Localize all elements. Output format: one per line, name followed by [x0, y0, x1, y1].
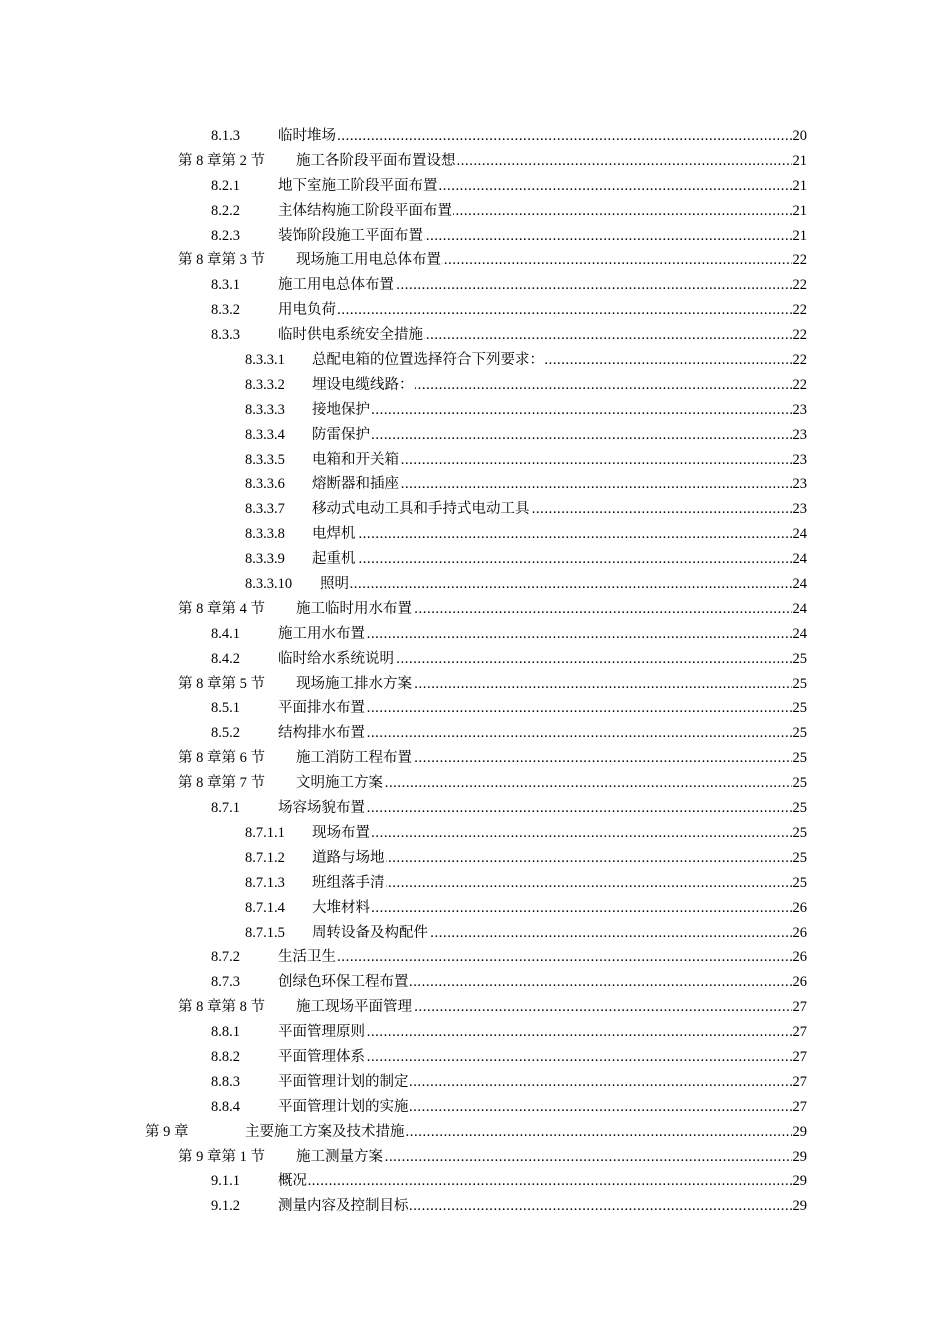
toc-entry[interactable] — [0, 921, 950, 946]
toc-entry-title: 临时供电系统安全措施 — [278, 327, 423, 344]
toc-entry-title-leader — [312, 821, 806, 846]
toc-entry-page-number: 21 — [792, 149, 808, 174]
toc-entry-number: 8.3.3.7 — [245, 501, 285, 518]
toc-entry-title: 用电负荷 — [278, 302, 336, 319]
toc-entry[interactable] — [0, 348, 950, 373]
toc-entry-page-number: 25 — [792, 821, 808, 846]
toc-entry-title: 生活卫生 — [278, 949, 336, 966]
toc-entry-title-leader — [278, 1045, 806, 1070]
toc-entry-title-leader — [312, 846, 806, 871]
toc-entry-number: 9.1.1 — [211, 1173, 240, 1190]
toc-entry-title-leader — [312, 373, 806, 398]
toc-entry-page-number: 21 — [792, 224, 808, 249]
toc-entry[interactable] — [0, 373, 950, 398]
toc-entry[interactable] — [0, 448, 950, 473]
toc-entry-page-number: 22 — [792, 323, 808, 348]
toc-entry[interactable] — [0, 622, 950, 647]
toc-entry-title-leader — [312, 871, 806, 896]
toc-entry-title: 临时给水系统说明 — [278, 650, 394, 667]
toc-entry[interactable] — [0, 1070, 950, 1095]
toc-entry-title-leader — [278, 1194, 806, 1219]
toc-entry[interactable] — [0, 995, 950, 1020]
toc-entry-title-leader — [278, 124, 806, 149]
toc-entry-number: 8.3.3.6 — [245, 476, 285, 493]
toc-entry-page-number: 29 — [792, 1120, 808, 1145]
toc-entry-number: 第 8 章第 5 节 — [178, 675, 265, 692]
toc-entry-title-leader — [278, 273, 806, 298]
toc-entry[interactable] — [0, 871, 950, 896]
toc-entry-page-number: 25 — [792, 672, 808, 697]
toc-entry-page-number: 24 — [792, 522, 808, 547]
toc-entry-title-leader — [278, 622, 806, 647]
toc-entry-title: 防雷保护 — [312, 426, 370, 443]
toc-entry-title-leader — [278, 224, 806, 249]
toc-entry-number: 8.7.1.4 — [245, 899, 285, 916]
toc-entry-title: 道路与场地 — [312, 849, 385, 866]
toc-entry-page-number: 29 — [792, 1169, 808, 1194]
toc-entry-title: 现场施工排水方案 — [296, 675, 412, 692]
toc-entry-number: 8.3.3.9 — [245, 551, 285, 568]
toc-entry-number: 8.3.3.8 — [245, 526, 285, 543]
toc-entry-number: 8.3.3.5 — [245, 451, 285, 468]
toc-entry-page-number: 23 — [792, 423, 808, 448]
toc-entry-title-leader — [278, 1169, 806, 1194]
toc-entry-title: 大堆材料 — [312, 899, 370, 916]
toc-entry-title: 场容场貌布置 — [278, 800, 365, 817]
toc-entry-number: 8.8.4 — [211, 1098, 240, 1115]
toc-entry-title-leader — [312, 921, 806, 946]
toc-entry-number: 8.4.1 — [211, 625, 240, 642]
toc-entry-title: 概况 — [278, 1173, 307, 1190]
toc-entry-title: 施工用水布置 — [278, 625, 365, 642]
toc-entry[interactable] — [0, 896, 950, 921]
toc-entry-title-leader — [320, 572, 806, 597]
toc-entry-title: 周转设备及构配件 — [312, 924, 428, 941]
toc-entry-title: 地下室施工阶段平面布置 — [278, 177, 438, 194]
toc-entry-number: 8.7.1 — [211, 800, 240, 817]
toc-entry[interactable] — [0, 497, 950, 522]
toc-entry-number: 第 9 章 — [145, 1123, 189, 1140]
toc-entry[interactable] — [0, 149, 950, 174]
toc-entry-title: 主要施工方案及技术措施 — [245, 1123, 405, 1140]
toc-entry-number: 8.8.2 — [211, 1048, 240, 1065]
toc-entry-page-number: 21 — [792, 174, 808, 199]
toc-entry-title-leader — [278, 1095, 806, 1120]
toc-entry-number: 第 8 章第 6 节 — [178, 750, 265, 767]
toc-entry-number: 8.4.2 — [211, 650, 240, 667]
toc-entry[interactable] — [0, 796, 950, 821]
toc-entry-number: 8.2.2 — [211, 202, 240, 219]
toc-entry[interactable] — [0, 1169, 950, 1194]
toc-entry-title: 主体结构施工阶段平面布置 — [278, 202, 452, 219]
toc-entry-number: 8.3.2 — [211, 302, 240, 319]
toc-entry-title-leader — [312, 547, 806, 572]
toc-entry-page-number: 22 — [792, 373, 808, 398]
toc-entry-title: 创绿色环保工程布置 — [278, 974, 409, 991]
toc-entry-title: 平面管理体系 — [278, 1048, 365, 1065]
toc-entry[interactable] — [0, 597, 950, 622]
toc-entry-title-leader — [296, 746, 806, 771]
toc-entry[interactable] — [0, 1095, 950, 1120]
toc-entry-number: 8.7.1.3 — [245, 874, 285, 891]
toc-entry-page-number: 22 — [792, 248, 808, 273]
toc-entry-page-number: 25 — [792, 771, 808, 796]
toc-entry-number: 9.1.2 — [211, 1198, 240, 1215]
toc-entry[interactable] — [0, 696, 950, 721]
toc-entry-title-leader — [312, 472, 806, 497]
toc-entry-title-leader — [278, 970, 806, 995]
toc-entry-page-number: 24 — [792, 622, 808, 647]
toc-entry-page-number: 26 — [792, 921, 808, 946]
toc-entry[interactable] — [0, 423, 950, 448]
toc-entry-page-number: 25 — [792, 647, 808, 672]
toc-entry[interactable] — [0, 273, 950, 298]
toc-entry-number: 8.3.3 — [211, 327, 240, 344]
toc-entry-title-leader — [278, 796, 806, 821]
toc-entry-title: 现场布置 — [312, 824, 370, 841]
toc-entry-page-number: 27 — [792, 1070, 808, 1095]
toc-entry[interactable] — [0, 323, 950, 348]
toc-entry[interactable] — [0, 522, 950, 547]
toc-entry-title: 照明 — [320, 576, 349, 593]
toc-entry[interactable] — [0, 1120, 950, 1145]
toc-entry-page-number: 27 — [792, 1020, 808, 1045]
toc-entry-title-leader — [245, 1120, 806, 1145]
toc-entry-page-number: 29 — [792, 1194, 808, 1219]
toc-entry-number: 8.7.1.2 — [245, 849, 285, 866]
toc-entry-title-leader — [278, 323, 806, 348]
toc-entry-title-leader — [278, 696, 806, 721]
toc-entry-title: 接地保护 — [312, 401, 370, 418]
toc-entry-title: 测量内容及控制目标 — [278, 1198, 409, 1215]
toc-entry-number: 8.2.3 — [211, 227, 240, 244]
toc-entry-number: 8.3.3.3 — [245, 401, 285, 418]
toc-entry-title: 平面排水布置 — [278, 700, 365, 717]
toc-entry-page-number: 25 — [792, 696, 808, 721]
toc-entry-title-leader — [312, 497, 806, 522]
toc-entry-number: 8.3.1 — [211, 277, 240, 294]
toc-entry-title: 施工用电总体布置 — [278, 277, 394, 294]
toc-entry-number: 8.2.1 — [211, 177, 240, 194]
toc-entry-title: 电箱和开关箱 — [312, 451, 399, 468]
toc-entry-number: 8.5.1 — [211, 700, 240, 717]
toc-entry-page-number: 23 — [792, 448, 808, 473]
toc-entry[interactable] — [0, 1145, 950, 1170]
toc-entry-number: 8.1.3 — [211, 128, 240, 144]
toc-entry-page-number: 26 — [792, 945, 808, 970]
toc-entry-title: 电焊机 — [312, 526, 356, 543]
toc-entry-title-leader — [312, 522, 806, 547]
toc-entry-title: 临时堆场 — [278, 128, 336, 144]
toc-entry-title: 平面管理原则 — [278, 1024, 365, 1041]
toc-entry-title-leader — [278, 199, 806, 224]
toc-entry-title-leader — [278, 174, 806, 199]
toc-entry-number: 8.7.2 — [211, 949, 240, 966]
toc-entry-page-number: 29 — [792, 1145, 808, 1170]
toc-entry-number: 8.8.3 — [211, 1073, 240, 1090]
toc-entry-title: 施工消防工程布置 — [296, 750, 412, 767]
toc-entry-page-number: 27 — [792, 1045, 808, 1070]
toc-entry-page-number: 23 — [792, 398, 808, 423]
toc-entry-title-leader — [296, 1145, 806, 1170]
toc-entry-title-leader — [312, 348, 806, 373]
toc-entry-page-number: 23 — [792, 497, 808, 522]
toc-entry-title: 平面管理计划的实施 — [278, 1098, 409, 1115]
toc-entry-title: 结构排水布置 — [278, 725, 365, 742]
toc-entry[interactable] — [0, 821, 950, 846]
toc-entry-page-number: 24 — [792, 547, 808, 572]
toc-entry-title-leader — [312, 896, 806, 921]
toc-entry-title-leader — [278, 945, 806, 970]
toc-entry-page-number: 22 — [792, 273, 808, 298]
toc-entry-title: 总配电箱的位置选择符合下列要求： — [312, 352, 544, 369]
toc-entry-title: 移动式电动工具和手持式电动工具 — [312, 501, 530, 518]
toc-entry-title: 班组落手清 — [312, 874, 385, 891]
toc-entry-title: 装饰阶段施工平面布置 — [278, 227, 423, 244]
toc-entry[interactable] — [0, 1045, 950, 1070]
toc-entry[interactable] — [0, 572, 950, 597]
toc-entry-title: 埋设电缆线路： — [312, 376, 414, 393]
toc-entry-number: 第 8 章第 2 节 — [178, 152, 265, 169]
toc-entry-page-number: 27 — [792, 995, 808, 1020]
toc-entry-number: 第 8 章第 4 节 — [178, 600, 265, 617]
toc-entry-title-leader — [278, 1070, 806, 1095]
table-of-contents — [0, 124, 950, 1219]
toc-entry-page-number: 20 — [792, 124, 808, 149]
toc-entry[interactable] — [0, 746, 950, 771]
toc-entry-title: 平面管理计划的制定 — [278, 1073, 409, 1090]
toc-entry-page-number: 25 — [792, 796, 808, 821]
toc-entry[interactable] — [0, 1020, 950, 1045]
toc-entry-number: 第 8 章第 8 节 — [178, 999, 265, 1016]
toc-entry[interactable] — [0, 472, 950, 497]
toc-entry-number: 第 8 章第 7 节 — [178, 775, 265, 792]
toc-entry[interactable] — [0, 721, 950, 746]
toc-entry-title: 施工测量方案 — [296, 1148, 383, 1165]
toc-entry-title-leader — [296, 149, 806, 174]
toc-entry[interactable] — [0, 398, 950, 423]
toc-entry[interactable] — [0, 771, 950, 796]
toc-entry-page-number: 21 — [792, 199, 808, 224]
toc-entry-page-number: 25 — [792, 721, 808, 746]
toc-entry-number: 8.8.1 — [211, 1024, 240, 1041]
toc-entry-title: 现场施工用电总体布置 — [296, 252, 441, 269]
toc-entry-page-number: 25 — [792, 846, 808, 871]
toc-entry-page-number: 27 — [792, 1095, 808, 1120]
toc-entry-title-leader — [278, 1020, 806, 1045]
toc-entry-title: 起重机 — [312, 551, 356, 568]
toc-entry-page-number: 24 — [792, 597, 808, 622]
toc-entry[interactable] — [0, 224, 950, 249]
toc-entry[interactable] — [0, 846, 950, 871]
toc-entry-number: 8.7.3 — [211, 974, 240, 991]
toc-entry-title-leader — [296, 995, 806, 1020]
toc-entry-title: 施工现场平面管理 — [296, 999, 412, 1016]
toc-entry-number: 8.3.3.4 — [245, 426, 285, 443]
toc-entry[interactable] — [0, 174, 950, 199]
toc-entry[interactable] — [0, 298, 950, 323]
toc-entry-page-number: 22 — [792, 348, 808, 373]
toc-entry-title-leader — [296, 771, 806, 796]
toc-entry[interactable] — [0, 199, 950, 224]
toc-entry[interactable] — [0, 547, 950, 572]
toc-entry-number: 第 8 章第 3 节 — [178, 252, 265, 269]
toc-entry[interactable] — [0, 1194, 950, 1219]
toc-entry-title-leader — [296, 597, 806, 622]
toc-entry[interactable] — [0, 672, 950, 697]
toc-entry[interactable] — [0, 647, 950, 672]
toc-entry-title: 施工各阶段平面布置设想 — [296, 152, 456, 169]
toc-entry-title-leader — [296, 672, 806, 697]
toc-entry-title: 施工临时用水布置 — [296, 600, 412, 617]
toc-entry-title-leader — [278, 721, 806, 746]
toc-entry-title-leader — [278, 647, 806, 672]
toc-entry-number: 第 9 章第 1 节 — [178, 1148, 265, 1165]
toc-entry-page-number: 26 — [792, 970, 808, 995]
toc-entry-title: 熔断器和插座 — [312, 476, 399, 493]
toc-entry-page-number: 24 — [792, 572, 808, 597]
toc-entry-title-leader — [312, 398, 806, 423]
toc-entry-title-leader — [296, 248, 806, 273]
toc-entry[interactable] — [0, 248, 950, 273]
toc-entry-title: 文明施工方案 — [296, 775, 383, 792]
toc-entry-page-number: 26 — [792, 896, 808, 921]
toc-entry[interactable] — [0, 970, 950, 995]
toc-entry-number: 8.3.3.2 — [245, 376, 285, 393]
toc-entry-number: 8.5.2 — [211, 725, 240, 742]
toc-entry-page-number: 22 — [792, 298, 808, 323]
toc-entry-title-leader — [278, 298, 806, 323]
toc-entry-title-leader — [312, 423, 806, 448]
toc-entry-number: 8.3.3.10 — [245, 576, 293, 593]
toc-entry-page-number: 25 — [792, 871, 808, 896]
toc-entry-number: 8.7.1.5 — [245, 924, 285, 941]
toc-entry[interactable] — [0, 945, 950, 970]
toc-entry-title-leader — [312, 448, 806, 473]
toc-entry-page-number: 23 — [792, 472, 808, 497]
toc-entry-number: 8.7.1.1 — [245, 824, 285, 841]
toc-entry-number: 8.3.3.1 — [245, 352, 285, 369]
toc-entry-page-number: 25 — [792, 746, 808, 771]
toc-entry[interactable] — [0, 124, 950, 149]
